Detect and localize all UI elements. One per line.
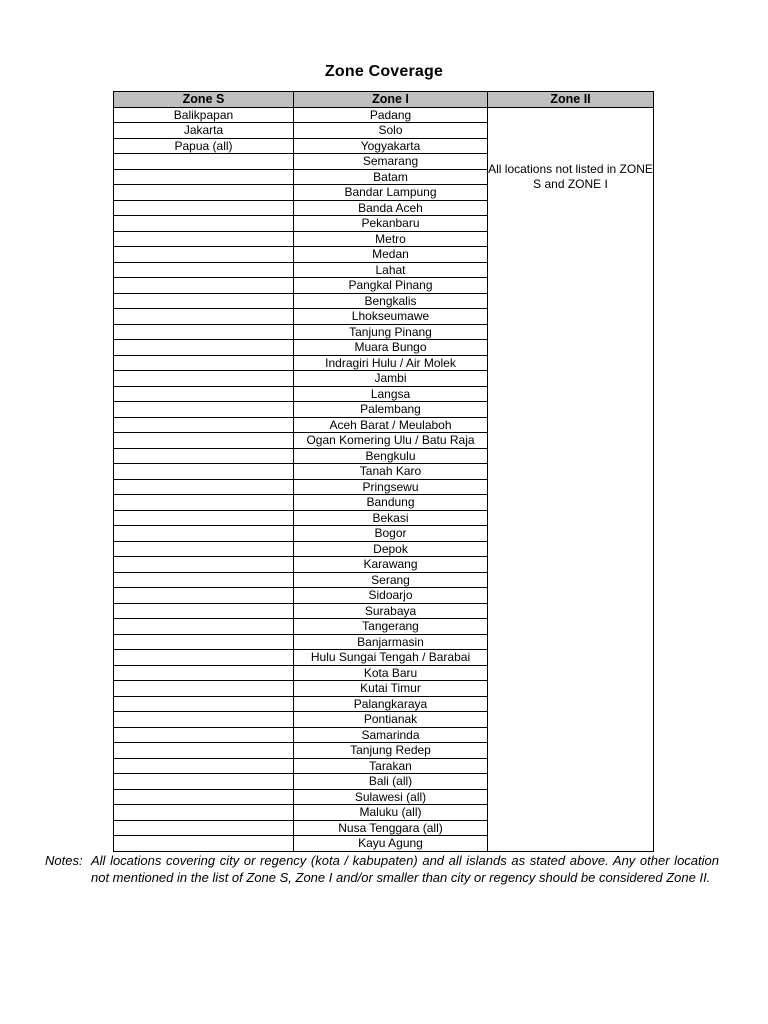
zone-i-cell: Medan	[294, 247, 488, 263]
zone-s-cell	[114, 169, 294, 185]
zone-s-cell	[114, 820, 294, 836]
zone-s-cell	[114, 386, 294, 402]
zone-s-cell	[114, 479, 294, 495]
zone-i-cell: Kota Baru	[294, 665, 488, 681]
zone-i-cell: Samarinda	[294, 727, 488, 743]
zone-i-cell: Lhokseumawe	[294, 309, 488, 325]
zone-i-cell: Ogan Komering Ulu / Batu Raja	[294, 433, 488, 449]
zone-s-cell	[114, 371, 294, 387]
zone-i-cell: Bandung	[294, 495, 488, 511]
zone-s-cell	[114, 278, 294, 294]
zone-s-cell: Balikpapan	[114, 107, 294, 123]
table-body	[114, 107, 654, 851]
zone-i-cell: Bali (all)	[294, 774, 488, 790]
table-row	[114, 107, 654, 123]
zone-s-cell	[114, 634, 294, 650]
zone-s-cell	[114, 603, 294, 619]
zone-s-cell	[114, 402, 294, 418]
zone-s-cell	[114, 510, 294, 526]
zone-s-cell	[114, 216, 294, 232]
zone-i-cell: Yogyakarta	[294, 138, 488, 154]
zone-i-cell: Sidoarjo	[294, 588, 488, 604]
zone-i-cell: Nusa Tenggara (all)	[294, 820, 488, 836]
zone-i-cell: Metro	[294, 231, 488, 247]
zone-i-cell: Hulu Sungai Tengah / Barabai	[294, 650, 488, 666]
zone-s-cell	[114, 712, 294, 728]
notes-text: All locations covering city or regency (kota / kabupaten) and all islands as stated above. Any other location not mentioned in the list of Zone S, Zone I and/or smaller than city or regency should be considered Zone II.	[91, 853, 719, 885]
zone-i-cell: Lahat	[294, 262, 488, 278]
zone-i-cell: Tarakan	[294, 758, 488, 774]
zone-s-cell	[114, 309, 294, 325]
zone-s-cell	[114, 355, 294, 371]
zone-s-cell	[114, 789, 294, 805]
zone-i-cell: Tangerang	[294, 619, 488, 635]
zone-s-cell	[114, 448, 294, 464]
zone-i-cell: Langsa	[294, 386, 488, 402]
zone-s-cell	[114, 324, 294, 340]
zone-s-cell	[114, 650, 294, 666]
zone-ii-cell: All locations not listed in ZONE S and ZONE I	[488, 107, 654, 851]
zone-i-cell: Indragiri Hulu / Air Molek	[294, 355, 488, 371]
zone-i-cell: Kayu Agung	[294, 836, 488, 852]
zone-i-cell: Banda Aceh	[294, 200, 488, 216]
zone-s-cell	[114, 247, 294, 263]
zone-i-cell: Solo	[294, 123, 488, 139]
zone-i-cell: Sulawesi (all)	[294, 789, 488, 805]
zone-s-cell	[114, 433, 294, 449]
zone-s-cell	[114, 526, 294, 542]
zone-i-cell: Bekasi	[294, 510, 488, 526]
zone-coverage-table	[113, 91, 654, 852]
header-zone-i: Zone I	[294, 92, 488, 108]
zone-i-cell: Muara Bungo	[294, 340, 488, 356]
zone-s-cell	[114, 836, 294, 852]
zone-s-cell: Jakarta	[114, 123, 294, 139]
table-header-row	[114, 92, 654, 108]
zone-i-cell: Palembang	[294, 402, 488, 418]
zone-i-cell: Surabaya	[294, 603, 488, 619]
zone-s-cell	[114, 557, 294, 573]
zone-i-cell: Kutai Timur	[294, 681, 488, 697]
zone-s-cell	[114, 262, 294, 278]
page-title: Zone Coverage	[324, 63, 444, 80]
zone-s-cell	[114, 681, 294, 697]
zone-s-cell	[114, 495, 294, 511]
zone-s-cell	[114, 340, 294, 356]
zone-s-cell: Papua (all)	[114, 138, 294, 154]
zone-i-cell: Tanah Karo	[294, 464, 488, 480]
zone-i-cell: Pontianak	[294, 712, 488, 728]
zone-i-cell: Pekanbaru	[294, 216, 488, 232]
zone-s-cell	[114, 619, 294, 635]
zone-i-cell: Tanjung Redep	[294, 743, 488, 759]
zone-i-cell: Palangkaraya	[294, 696, 488, 712]
zone-i-cell: Bengkulu	[294, 448, 488, 464]
zone-s-cell	[114, 541, 294, 557]
zone-i-cell: Semarang	[294, 154, 488, 170]
zone-i-cell: Bengkalis	[294, 293, 488, 309]
zone-s-cell	[114, 572, 294, 588]
zone-i-cell: Aceh Barat / Meulaboh	[294, 417, 488, 433]
zone-i-cell: Depok	[294, 541, 488, 557]
zone-i-cell: Serang	[294, 572, 488, 588]
zone-s-cell	[114, 293, 294, 309]
notes-label: Notes:	[45, 853, 83, 868]
notes-section	[45, 852, 719, 886]
zone-i-cell: Pangkal Pinang	[294, 278, 488, 294]
zone-s-cell	[114, 758, 294, 774]
zone-s-cell	[114, 464, 294, 480]
zone-s-cell	[114, 774, 294, 790]
zone-s-cell	[114, 154, 294, 170]
zone-s-cell	[114, 200, 294, 216]
zone-s-cell	[114, 231, 294, 247]
zone-s-cell	[114, 696, 294, 712]
zone-i-cell: Jambi	[294, 371, 488, 387]
zone-i-cell: Bogor	[294, 526, 488, 542]
zone-i-cell: Banjarmasin	[294, 634, 488, 650]
zone-s-cell	[114, 743, 294, 759]
zone-i-cell: Batam	[294, 169, 488, 185]
zone-i-cell: Tanjung Pinang	[294, 324, 488, 340]
header-zone-s: Zone S	[114, 92, 294, 108]
zone-s-cell	[114, 417, 294, 433]
zone-s-cell	[114, 588, 294, 604]
zone-i-cell: Bandar Lampung	[294, 185, 488, 201]
header-zone-ii: Zone II	[488, 92, 654, 108]
zone-i-cell: Pringsewu	[294, 479, 488, 495]
zone-s-cell	[114, 665, 294, 681]
zone-s-cell	[114, 727, 294, 743]
zone-i-cell: Karawang	[294, 557, 488, 573]
zone-i-cell: Maluku (all)	[294, 805, 488, 821]
zone-s-cell	[114, 805, 294, 821]
zone-s-cell	[114, 185, 294, 201]
zone-i-cell: Padang	[294, 107, 488, 123]
